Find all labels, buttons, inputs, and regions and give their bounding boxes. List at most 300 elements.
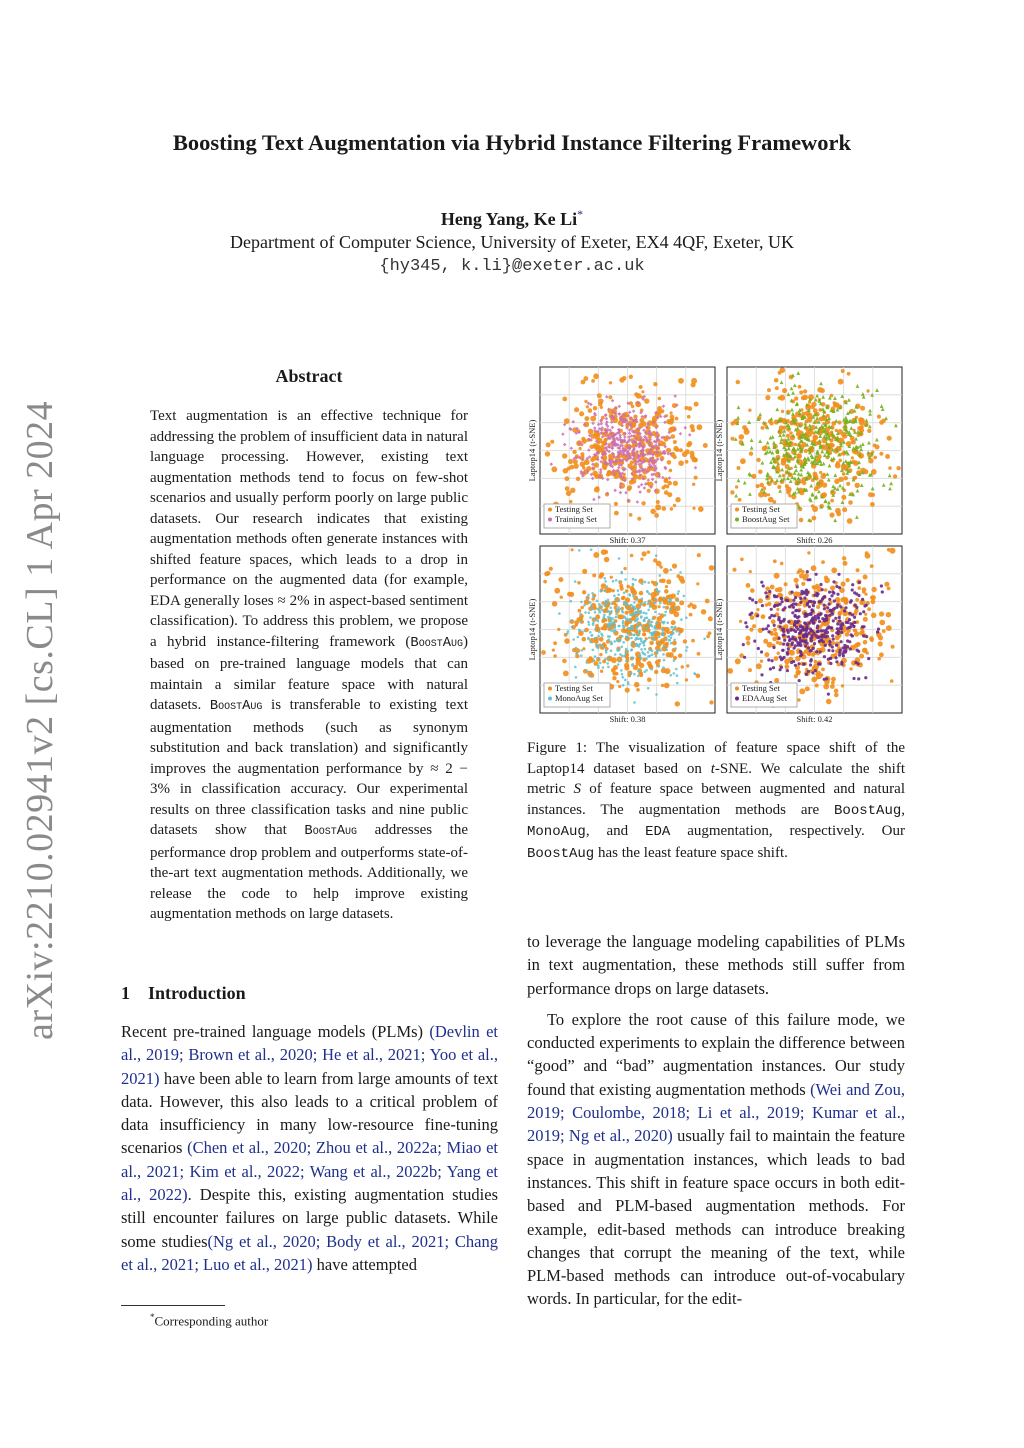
testing-point	[868, 492, 873, 497]
testing-point	[803, 389, 807, 393]
augmented-point	[608, 622, 611, 625]
testing-point	[647, 550, 650, 553]
testing-point	[824, 576, 828, 580]
testing-point	[805, 686, 810, 691]
testing-point	[595, 486, 599, 490]
testing-point	[552, 649, 555, 652]
testing-point	[670, 411, 673, 414]
augmented-point	[807, 646, 810, 649]
testing-point	[685, 460, 689, 464]
augmented-point	[819, 583, 822, 586]
augmented-point	[623, 616, 626, 619]
augmented-point	[658, 643, 661, 646]
testing-point	[811, 565, 817, 571]
testing-point	[859, 601, 863, 605]
augmented-point	[592, 649, 595, 652]
augmented-point	[584, 611, 587, 614]
augmented-point	[804, 632, 807, 635]
testing-point	[593, 552, 599, 558]
augmented-point	[605, 585, 608, 588]
testing-point	[863, 617, 868, 622]
augmented-point	[587, 597, 590, 600]
testing-point	[639, 591, 644, 596]
augmented-point	[657, 590, 660, 593]
augmented-point	[768, 590, 771, 593]
figure-caption: Figure 1: The visualization of feature space shift of the Laptop14 dataset based on t-SNE. We calculate the shift metric S of feature space between augmented and natural instances. The augmentation methods are BoostAug, MonoAug, and EDA augmentation, respectively. Our BoostAug has the least feature space shift.	[527, 740, 905, 862]
paper-title: Boosting Text Augmentation via Hybrid Instance Filtering Framework	[172, 130, 852, 155]
augmented-point	[668, 639, 671, 642]
augmented-point	[604, 604, 607, 607]
augmented-point	[672, 632, 675, 635]
augmented-point	[748, 597, 751, 600]
augmented-point	[665, 638, 668, 641]
augmented-point	[647, 651, 650, 654]
augmented-point	[782, 633, 785, 636]
augmented-point	[670, 642, 673, 645]
augmented-point	[809, 627, 812, 630]
testing-point	[758, 470, 763, 475]
augmented-point	[654, 602, 657, 605]
augmented-point	[818, 640, 821, 643]
augmented-point	[650, 623, 653, 626]
augmented-point	[606, 611, 609, 614]
augmented-point	[624, 679, 627, 682]
testing-point	[576, 477, 580, 481]
testing-point	[879, 611, 884, 616]
testing-point	[731, 421, 735, 425]
right-column-text	[527, 930, 905, 1319]
testing-point	[629, 375, 633, 379]
augmented-point	[597, 647, 600, 650]
augmented-point	[630, 672, 633, 675]
testing-point	[801, 396, 806, 401]
legend-label: Testing Set	[555, 683, 593, 693]
corresponding-author-mark[interactable]: *	[577, 207, 584, 221]
augmented-point	[694, 673, 697, 676]
augmented-point	[656, 582, 659, 585]
augmented-point	[627, 618, 630, 621]
augmented-point	[852, 625, 855, 628]
testing-point	[611, 668, 616, 673]
augmented-point	[766, 595, 769, 598]
testing-point	[866, 389, 869, 392]
testing-point	[673, 440, 677, 444]
augmented-point	[606, 602, 609, 605]
augmented-point	[612, 580, 615, 583]
testing-point	[678, 378, 684, 384]
author-email: {hy345, k.li}@exeter.ac.uk	[379, 257, 645, 276]
testing-point	[776, 641, 779, 644]
testing-point	[801, 582, 805, 586]
testing-point	[774, 656, 779, 661]
citation-link[interactable]: (Ng et al., 2020; Body et al., 2021; Chang et al., 2021; Luo et al., 2021)	[121, 1231, 498, 1274]
testing-point	[640, 673, 644, 677]
testing-point	[776, 608, 779, 611]
shift-label: Shift: 0.42	[796, 714, 833, 724]
augmented-point	[670, 674, 673, 677]
augmented-point	[667, 635, 670, 638]
legend-label: MonoAug Set	[555, 693, 603, 703]
augmented-point	[781, 657, 784, 660]
augmented-point	[636, 626, 639, 629]
augmented-point	[558, 612, 561, 615]
augmented-point	[826, 635, 829, 638]
augmented-point	[821, 629, 824, 632]
augmented-point	[770, 608, 773, 611]
augmented-point	[793, 622, 796, 625]
footnote-rule	[121, 1305, 225, 1306]
augmented-point	[833, 599, 836, 602]
augmented-point	[831, 634, 834, 637]
augmented-point	[787, 620, 790, 623]
augmented-point	[662, 666, 665, 669]
testing-point	[887, 587, 891, 591]
augmented-point	[835, 660, 838, 663]
section-heading-introduction	[121, 983, 264, 1004]
testing-point	[856, 642, 861, 647]
augmented-point	[794, 664, 797, 667]
testing-point	[732, 568, 736, 572]
augmented-point	[842, 654, 845, 657]
augmented-point	[817, 617, 820, 620]
augmented-point	[640, 648, 643, 651]
testing-point	[893, 474, 897, 478]
testing-point	[859, 420, 864, 425]
augmented-point	[665, 649, 668, 652]
testing-point	[630, 588, 635, 593]
augmented-point	[589, 601, 592, 604]
legend-label: Training Set	[555, 514, 597, 524]
testing-point	[665, 642, 669, 646]
testing-point	[765, 603, 769, 607]
augmented-point	[604, 658, 607, 661]
augmented-point	[662, 634, 665, 637]
augmented-point	[859, 612, 862, 615]
testing-point	[739, 620, 742, 623]
testing-point	[744, 427, 748, 431]
augmented-point	[786, 628, 789, 631]
testing-point	[664, 478, 669, 483]
testing-point	[848, 500, 853, 505]
testing-point	[835, 463, 841, 469]
testing-point	[678, 653, 682, 657]
testing-point	[619, 377, 624, 382]
augmented-point	[823, 607, 826, 610]
augmented-point	[757, 647, 760, 650]
augmented-point	[858, 581, 861, 584]
testing-point	[871, 587, 876, 592]
augmented-point	[647, 687, 650, 690]
testing-point	[878, 641, 883, 646]
augmented-point	[649, 632, 652, 635]
affiliation: Department of Computer Science, University of Exeter, EX4 4QF, Exeter, UK	[230, 232, 794, 252]
testing-point	[685, 678, 688, 681]
augmented-point	[618, 580, 621, 583]
testing-point	[635, 657, 641, 663]
testing-point	[582, 590, 586, 594]
augmented-point	[813, 642, 816, 645]
augmented-point	[612, 630, 615, 633]
legend-label: Testing Set	[742, 504, 780, 514]
augmented-point	[823, 618, 826, 621]
testing-point	[624, 663, 629, 668]
augmented-point	[767, 624, 770, 627]
testing-point	[834, 479, 839, 484]
augmented-point	[834, 656, 837, 659]
testing-point	[870, 596, 874, 600]
shift-label: Shift: 0.37	[609, 535, 646, 545]
augmented-point	[779, 603, 782, 606]
testing-point	[862, 587, 867, 592]
augmented-point	[632, 595, 635, 598]
augmented-point	[647, 655, 650, 658]
augmented-point	[767, 658, 770, 661]
paragraph: to leverage the language modeling capabilities of PLMs in text augmentation, these methods still suffer from performance drops on large datasets.	[527, 932, 905, 998]
testing-point	[583, 376, 588, 381]
testing-point	[557, 628, 560, 631]
testing-point	[788, 494, 791, 497]
augmented-point	[844, 651, 847, 654]
citation-link[interactable]: (Devlin et al., 2019; Brown et al., 2020; He et al., 2021; Yoo et al., 2021)	[121, 1022, 498, 1088]
augmented-point	[656, 652, 659, 655]
testing-point	[662, 506, 667, 511]
augmented-point	[655, 693, 658, 696]
augmented-point	[861, 598, 864, 601]
augmented-point	[797, 615, 800, 618]
testing-point	[601, 583, 607, 589]
augmented-point	[589, 641, 592, 644]
testing-point	[796, 433, 799, 436]
augmented-point	[640, 657, 643, 660]
testing-point	[842, 472, 846, 476]
testing-point	[690, 451, 695, 456]
augmented-point	[819, 600, 822, 603]
testing-point	[601, 549, 607, 555]
testing-point	[859, 428, 864, 433]
augmented-point	[756, 614, 759, 617]
testing-point	[764, 652, 769, 657]
testing-point	[636, 688, 640, 692]
testing-point	[727, 668, 733, 674]
augmented-point	[814, 669, 817, 672]
testing-point	[665, 585, 668, 588]
testing-point	[767, 642, 773, 648]
testing-point	[794, 396, 798, 400]
testing-point	[670, 415, 675, 420]
testing-point	[606, 472, 610, 476]
testing-point	[593, 373, 599, 379]
testing-point	[655, 504, 661, 510]
testing-point	[772, 637, 777, 642]
augmented-point	[594, 655, 597, 658]
testing-point	[877, 415, 881, 419]
testing-point	[616, 680, 619, 683]
testing-point	[629, 513, 633, 517]
augmented-point	[629, 594, 632, 597]
tsne-panel	[527, 546, 715, 724]
testing-point	[657, 632, 661, 636]
augmented-point	[675, 668, 678, 671]
testing-point	[777, 485, 781, 489]
augmented-point	[828, 614, 831, 617]
augmented-point	[839, 605, 842, 608]
testing-point	[621, 628, 626, 633]
augmented-point	[586, 670, 589, 673]
method-name: BoostAug	[834, 802, 902, 819]
testing-point	[819, 471, 822, 474]
augmented-point	[744, 621, 747, 624]
testing-point	[746, 636, 751, 641]
testing-point	[696, 582, 699, 585]
testing-point	[778, 371, 782, 375]
testing-point	[679, 448, 683, 452]
augmented-point	[835, 606, 838, 609]
testing-point	[709, 700, 713, 704]
augmented-point	[853, 591, 856, 594]
augmented-point	[611, 622, 614, 625]
testing-point	[841, 495, 846, 500]
augmented-point	[864, 676, 867, 679]
testing-point	[864, 593, 867, 596]
augmented-point	[832, 580, 835, 583]
citation-link[interactable]: (Wei and Zou, 2019; Coulombe, 2018; Li et al., 2019; Kumar et al., 2019; Ng et al., 2020)	[527, 1079, 905, 1146]
augmented-point	[797, 662, 800, 665]
augmented-point	[850, 599, 853, 602]
testing-point	[760, 660, 763, 663]
augmented-point	[772, 666, 775, 669]
testing-point	[860, 406, 865, 411]
augmented-point	[751, 598, 754, 601]
augmented-point	[614, 626, 617, 629]
augmented-point	[648, 636, 651, 639]
augmented-point	[643, 640, 646, 643]
augmented-point	[792, 629, 795, 632]
augmented-point	[639, 623, 642, 626]
testing-point	[670, 507, 674, 511]
testing-point	[879, 620, 885, 626]
testing-point	[891, 645, 895, 649]
testing-point	[666, 448, 671, 453]
augmented-point	[813, 594, 816, 597]
augmented-point	[587, 637, 590, 640]
augmented-point	[611, 642, 614, 645]
testing-point	[821, 560, 825, 564]
augmented-point	[575, 676, 578, 679]
testing-point	[554, 588, 560, 594]
augmented-point	[571, 626, 574, 629]
legend-label: Testing Set	[742, 683, 780, 693]
testing-point	[781, 458, 785, 462]
testing-point	[633, 665, 638, 670]
augmented-point	[588, 675, 591, 678]
augmented-point	[811, 608, 814, 611]
augmented-point	[850, 622, 853, 625]
augmented-point	[601, 609, 604, 612]
augmented-point	[620, 669, 623, 672]
augmented-point	[799, 654, 802, 657]
testing-point	[773, 628, 777, 632]
augmented-point	[629, 608, 632, 611]
citation-link[interactable]: (Chen et al., 2020; Zhou et al., 2022a; Miao et al., 2021; Kim et al., 2022; Wang et al., 2022b; Yang et al., 2022)	[121, 1138, 498, 1205]
augmented-point	[824, 614, 827, 617]
legend-marker	[735, 697, 739, 701]
testing-point	[770, 585, 775, 590]
augmented-point	[753, 640, 756, 643]
augmented-point	[663, 659, 666, 662]
testing-point	[563, 671, 569, 677]
augmented-point	[587, 594, 590, 597]
testing-point	[777, 652, 780, 655]
augmented-point	[795, 626, 798, 629]
testing-point	[584, 416, 589, 421]
testing-point	[831, 677, 836, 682]
augmented-point	[760, 581, 763, 584]
augmented-point	[579, 621, 582, 624]
testing-point	[598, 402, 603, 407]
augmented-point	[631, 625, 634, 628]
testing-point	[855, 483, 860, 488]
augmented-point	[644, 581, 647, 584]
testing-point	[586, 405, 589, 408]
augmented-point	[670, 637, 673, 640]
augmented-point	[613, 640, 616, 643]
augmented-point	[631, 643, 634, 646]
augmented-point	[567, 630, 570, 633]
testing-point	[574, 407, 579, 412]
augmented-point	[783, 606, 786, 609]
legend-label: EDAAug Set	[742, 693, 788, 703]
testing-point	[774, 378, 779, 383]
testing-point	[886, 612, 891, 617]
augmented-point	[631, 628, 634, 631]
testing-point	[737, 466, 741, 470]
augmented-point	[802, 629, 805, 632]
testing-point	[687, 415, 691, 419]
testing-point	[705, 599, 710, 604]
testing-point	[709, 565, 715, 571]
augmented-point	[823, 678, 826, 681]
testing-point	[669, 469, 673, 473]
testing-point	[846, 578, 850, 582]
testing-point	[844, 476, 848, 480]
augmented-point	[651, 621, 654, 624]
testing-point	[668, 652, 674, 658]
augmented-point	[633, 673, 636, 676]
augmented-point	[794, 639, 797, 642]
augmented-point	[786, 651, 789, 654]
testing-point	[659, 565, 663, 569]
tsne-panel	[527, 367, 715, 545]
testing-point	[870, 502, 875, 507]
augmented-point	[799, 651, 802, 654]
augmented-point	[580, 649, 583, 652]
testing-point	[625, 688, 630, 693]
testing-point	[624, 623, 628, 627]
augmented-point	[617, 663, 620, 666]
abstract-heading: Abstract	[275, 366, 343, 386]
augmented-point	[679, 571, 682, 574]
augmented-point	[862, 634, 865, 637]
testing-point	[546, 442, 551, 447]
augmented-point	[762, 584, 765, 587]
augmented-point	[645, 612, 648, 615]
legend-marker	[735, 687, 739, 691]
augmented-point	[851, 583, 854, 586]
augmented-point	[579, 613, 582, 616]
augmented-point	[821, 588, 824, 591]
augmented-point	[852, 677, 855, 680]
augmented-point	[599, 643, 602, 646]
